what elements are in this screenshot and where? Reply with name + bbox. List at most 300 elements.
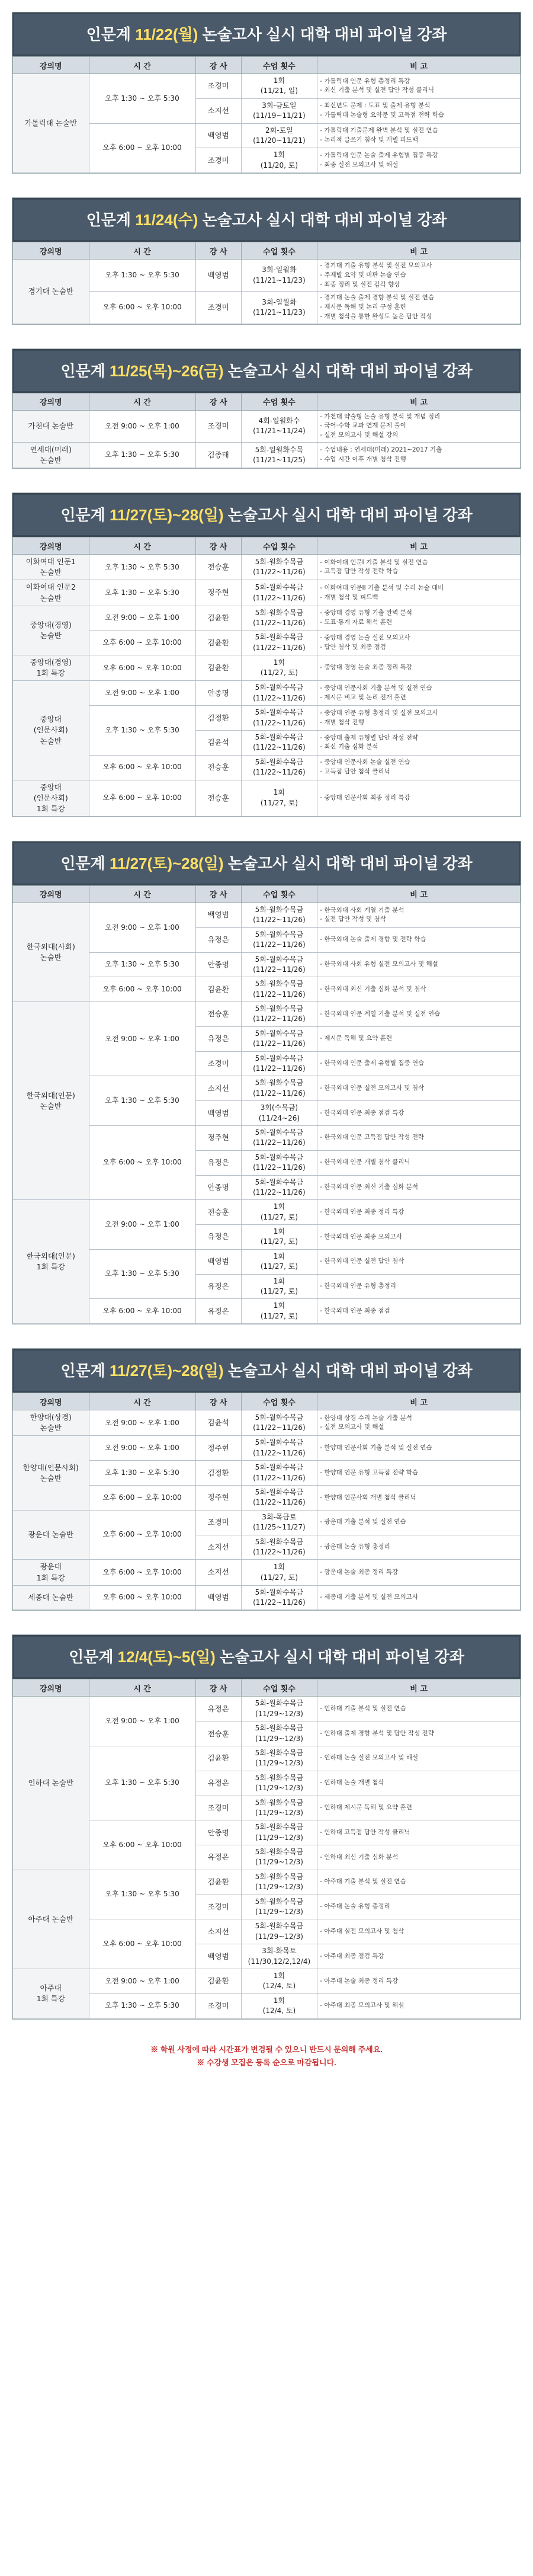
session-count: 5회-월화수목금 (11/22~11/26) — [241, 903, 317, 927]
course-note: - 이화여대 인문I 기출 분석 및 실전 연습 - 고득점 답안 작성 전략 학습 — [317, 555, 521, 580]
course-note: - 한국외대 인문 최종 점검 — [317, 1299, 521, 1324]
course-note: - 한양대 상경 수리 논술 기출 분석 - 실전 모의고사 및 해설 — [317, 1410, 521, 1436]
session-count: 5회-월화수목금 (11/22~11/26) — [241, 631, 317, 655]
class-time: 오후 1:30 ~ 오후 5:30 — [89, 580, 195, 606]
schedule-table — [12, 393, 521, 469]
column-header: 강 사 — [195, 537, 241, 555]
column-header: 수업 횟수 — [241, 242, 317, 260]
session-count: 2회-토일 (11/20~11/21) — [241, 123, 317, 148]
section-title — [12, 349, 521, 393]
instructor: 전승훈 — [195, 780, 241, 816]
instructor: 조경미 — [195, 410, 241, 442]
course-note: - 경기대 기출 유형 분석 및 실전 모의고사 - 주제별 요약 및 비판 논술 연습 - 최종 정리 및 실전 감각 향상 — [317, 260, 521, 292]
instructor: 전승훈 — [195, 1200, 241, 1225]
course-note: - 인하대 논술 실전 모의고사 및 해설 — [317, 1746, 521, 1771]
instructor: 유정은 — [195, 1697, 241, 1721]
session-count: 5회-월화수목금 (11/22~11/26) — [241, 1026, 317, 1051]
course-note: - 한국외대 인문 개별 첨삭 클리닉 — [317, 1150, 521, 1175]
course-note: - 한국외대 인문 유형 총정리 — [317, 1274, 521, 1299]
course-note: - 광운대 기출 분석 및 실전 연습 — [317, 1510, 521, 1535]
session-count: 5회-월화수목금 (11/29~12/3) — [241, 1895, 317, 1919]
table-row — [13, 1820, 521, 1845]
instructor: 전승훈 — [195, 1721, 241, 1746]
course-note: - 한국외대 인문 최신 기출 심화 분석 — [317, 1175, 521, 1200]
session-count: 5회-월화수목금 (11/29~12/3) — [241, 1771, 317, 1796]
footer-line-1: ※ 학원 사정에 따라 시간표가 변경될 수 있으니 반드시 문의해 주세요. — [150, 2044, 383, 2054]
table-row — [13, 123, 521, 148]
section-title-prefix: 인문계 — [60, 506, 110, 524]
section-title — [12, 493, 521, 537]
course-name: 한양대(상경) 논술반 — [13, 1410, 89, 1436]
course-name: 중앙대 (인문사회) 논술반 — [13, 681, 89, 780]
session-count: 1회 (11/27, 토) — [241, 655, 317, 681]
course-note: - 인하대 최신 기출 심화 분석 — [317, 1845, 521, 1870]
table-row — [13, 655, 521, 681]
instructor: 백영범 — [195, 1101, 241, 1126]
table-row — [13, 1969, 521, 1994]
table-row — [13, 1249, 521, 1274]
column-header: 강의명 — [13, 393, 89, 410]
instructor: 정주현 — [195, 580, 241, 606]
session-count: 5회-월화수목금 (11/22~11/26) — [241, 1051, 317, 1076]
footer-line-2: ※ 수강생 모집은 등록 순으로 마감됩니다. — [197, 2057, 336, 2067]
instructor: 김정환 — [195, 1461, 241, 1486]
table-row — [13, 292, 521, 324]
instructor: 유정은 — [195, 1150, 241, 1175]
session-count: 1회 (11/27, 토) — [241, 780, 317, 816]
section-title-prefix: 인문계 — [60, 854, 110, 872]
column-header: 수업 횟수 — [241, 885, 317, 903]
instructor: 유정은 — [195, 1274, 241, 1299]
class-time: 오후 6:00 ~ 오후 10:00 — [89, 292, 195, 324]
course-note: - 인하대 고득점 답안 작성 클리닉 — [317, 1820, 521, 1845]
table-row — [13, 903, 521, 927]
course-note: - 인하대 논술 개별 첨삭 — [317, 1771, 521, 1796]
table-row — [13, 780, 521, 816]
instructor: 유정은 — [195, 927, 241, 952]
course-note: - 가톨릭대 기출문제 완벽 분석 및 실전 연습 - 논리적 글쓰기 첨삭 및 개별 피드백 — [317, 123, 521, 148]
table-row — [13, 1560, 521, 1585]
session-count: 5회-월화수목금 (11/29~12/3) — [241, 1697, 317, 1721]
course-section — [12, 1348, 521, 1611]
schedule-table — [12, 56, 521, 173]
session-count: 3회-목금토 (11/25~11/27) — [241, 1510, 317, 1535]
table-row — [13, 1125, 521, 1150]
column-header: 시 간 — [89, 393, 195, 410]
table-row — [13, 952, 521, 977]
section-title-suffix: 논술고사 실시 대학 대비 파이널 강좌 — [215, 1648, 464, 1666]
course-note: - 경기대 논술 출제 경향 분석 및 실전 연습 - 제시문 독해 및 논리 구성 훈련 - 개별 첨삭을 통한 완성도 높은 답안 작성 — [317, 292, 521, 324]
session-count: 1회 (11/27, 토) — [241, 1274, 317, 1299]
column-header: 강의명 — [13, 1679, 89, 1697]
schedule-table — [12, 537, 521, 817]
course-note: - 제시문 독해 및 요약 훈련 — [317, 1026, 521, 1051]
instructor: 소지선 — [195, 1535, 241, 1560]
class-time: 오후 6:00 ~ 오후 10:00 — [89, 780, 195, 816]
session-count: 1회 (11/20, 토) — [241, 148, 317, 173]
instructor: 김윤환 — [195, 655, 241, 681]
table-row — [13, 1870, 521, 1895]
table-row — [13, 606, 521, 631]
course-note: - 중앙대 인문 유형 총정리 및 실전 모의고사 - 개별 첨삭 진행 — [317, 706, 521, 731]
session-count: 3회-금토일 (11/19~11/21) — [241, 98, 317, 123]
instructor: 백영범 — [195, 1944, 241, 1969]
course-note: - 가톨릭대 인문 논술 출제 유형별 집중 특강 - 최종 실전 모의고사 및 해설 — [317, 148, 521, 173]
class-time: 오후 6:00 ~ 오후 10:00 — [89, 755, 195, 780]
course-name: 이화여대 인문2 논술반 — [13, 580, 89, 606]
class-time: 오후 6:00 ~ 오후 10:00 — [89, 1299, 195, 1324]
column-header: 비 고 — [317, 537, 521, 555]
course-note: - 중앙대 인문사회 기출 분석 및 실전 연습 - 제시문 비교 및 논리 전개 훈련 — [317, 681, 521, 706]
session-count: 5회-월화수목금 (11/22~11/26) — [241, 952, 317, 977]
class-time: 오후 1:30 ~ 오후 5:30 — [89, 1993, 195, 2018]
table-row — [13, 977, 521, 1002]
table-header-row — [13, 242, 521, 260]
class-time: 오전 9:00 ~ 오후 1:00 — [89, 410, 195, 442]
section-title — [12, 1635, 521, 1679]
column-header: 강 사 — [195, 885, 241, 903]
table-row — [13, 1510, 521, 1535]
class-time: 오후 1:30 ~ 오후 5:30 — [89, 555, 195, 580]
section-title-suffix: 논술고사 실시 대학 대비 파이널 강좌 — [223, 361, 473, 380]
schedule-table — [12, 1679, 521, 2018]
section-title-date: 11/27(토)~28(일) — [109, 854, 224, 872]
table-row — [13, 1746, 521, 1771]
class-time: 오후 6:00 ~ 오후 10:00 — [89, 1820, 195, 1870]
section-title-date: 11/27(토)~28(일) — [109, 1362, 224, 1380]
column-header: 비 고 — [317, 1679, 521, 1697]
course-note: - 아주대 논술 최종 정리 특강 — [317, 1969, 521, 1994]
class-time: 오후 1:30 ~ 오후 5:30 — [89, 1461, 195, 1486]
course-note: - 한국외대 사회 유형 실전 모의고사 및 해설 — [317, 952, 521, 977]
table-header-row — [13, 393, 521, 410]
session-count: 5회-월화수목금 (11/22~11/26) — [241, 1410, 317, 1436]
instructor: 정주현 — [195, 1486, 241, 1511]
course-section — [12, 348, 521, 469]
course-note: - 아주대 실전 모의고사 및 첨삭 — [317, 1919, 521, 1944]
session-count: 5회-월화수목금 (11/22~11/26) — [241, 1175, 317, 1200]
column-header: 강의명 — [13, 1393, 89, 1410]
instructor: 김윤환 — [195, 977, 241, 1002]
class-time: 오후 6:00 ~ 오후 10:00 — [89, 1125, 195, 1199]
instructor: 소지선 — [195, 1076, 241, 1101]
session-count: 5회-월화수목금 (11/29~12/3) — [241, 1919, 317, 1944]
instructor: 김윤환 — [195, 1969, 241, 1994]
course-name: 한국외대(인문) 1회 특강 — [13, 1200, 89, 1324]
course-note: - 한국외대 인문 고득점 답안 작성 전략 — [317, 1125, 521, 1150]
instructor: 유정은 — [195, 1299, 241, 1324]
footer — [12, 2043, 521, 2069]
table-header-row — [13, 1679, 521, 1697]
course-note: - 한국외대 최신 기출 심화 분석 및 첨삭 — [317, 977, 521, 1002]
table-header-row — [13, 1393, 521, 1410]
session-count: 5회-월화수목금 (11/22~11/26) — [241, 1486, 317, 1511]
section-title — [12, 841, 521, 885]
column-header: 비 고 — [317, 242, 521, 260]
session-count: 3회-일월화 (11/21~11/23) — [241, 292, 317, 324]
course-name: 가톨릭대 논술반 — [13, 74, 89, 173]
column-header: 강 사 — [195, 393, 241, 410]
instructor: 김윤석 — [195, 1410, 241, 1436]
table-row — [13, 1436, 521, 1461]
section-title-suffix: 논술고사 실시 대학 대비 파이널 강좌 — [223, 1362, 473, 1380]
class-time: 오후 1:30 ~ 오후 5:30 — [89, 260, 195, 292]
table-row — [13, 1076, 521, 1101]
table-row — [13, 410, 521, 442]
schedule-table — [12, 885, 521, 1324]
session-count: 5회-월화수목금 (11/22~11/26) — [241, 1436, 317, 1461]
class-time: 오후 1:30 ~ 오후 5:30 — [89, 1746, 195, 1820]
class-time: 오전 9:00 ~ 오후 1:00 — [89, 1002, 195, 1076]
table-header-row — [13, 537, 521, 555]
session-count: 4회-일월화수 (11/21~11/24) — [241, 410, 317, 442]
class-time: 오후 6:00 ~ 오후 10:00 — [89, 977, 195, 1002]
section-title-suffix: 논술고사 실시 대학 대비 파이널 강좌 — [198, 211, 447, 229]
column-header: 수업 횟수 — [241, 537, 317, 555]
session-count: 5회-월화수목금 (11/22~11/26) — [241, 927, 317, 952]
session-count: 5회-월화수목금 (11/29~12/3) — [241, 1721, 317, 1746]
column-header: 강의명 — [13, 57, 89, 74]
course-name: 이화여대 인문1 논술반 — [13, 555, 89, 580]
table-row — [13, 1410, 521, 1436]
course-note: - 한국외대 인문 최종 정리 특강 — [317, 1200, 521, 1225]
course-name: 인하대 논술반 — [13, 1697, 89, 1870]
table-row — [13, 580, 521, 606]
instructor: 안종명 — [195, 1820, 241, 1845]
session-count: 5회-월화수목금 (11/22~11/26) — [241, 1461, 317, 1486]
session-count: 5회-월화수목금 (11/22~11/26) — [241, 755, 317, 780]
instructor: 백영범 — [195, 260, 241, 292]
course-note: - 한양대 인문 유형 고득점 전략 학습 — [317, 1461, 521, 1486]
course-note: - 중앙대 인문사회 최종 정리 특강 — [317, 780, 521, 816]
course-note: - 한양대 인문사회 기출 분석 및 실전 연습 — [317, 1436, 521, 1461]
course-section — [12, 492, 521, 817]
course-note: - 아주대 논술 유형 총정리 — [317, 1895, 521, 1919]
column-header: 수업 횟수 — [241, 1679, 317, 1697]
session-count: 1회 (11/27, 토) — [241, 1225, 317, 1250]
instructor: 안종명 — [195, 952, 241, 977]
class-time: 오후 6:00 ~ 오후 10:00 — [89, 1510, 195, 1560]
instructor: 백영범 — [195, 1585, 241, 1610]
course-note: - 인하대 출제 경향 분석 및 답안 작성 전략 — [317, 1721, 521, 1746]
session-count: 5회-월화수목금 (11/22~11/26) — [241, 731, 317, 756]
session-count: 5회-월화수목금 (11/22~11/26) — [241, 1125, 317, 1150]
course-note: - 중앙대 경영 논술 실전 모의고사 - 답안 첨삭 및 최종 점검 — [317, 631, 521, 655]
section-title-prefix: 인문계 — [86, 211, 136, 229]
instructor: 정주현 — [195, 1436, 241, 1461]
section-title-suffix: 논술고사 실시 대학 대비 파이널 강좌 — [223, 854, 473, 872]
course-section — [12, 1634, 521, 2019]
table-row — [13, 1697, 521, 1721]
course-note: - 한양대 인문사회 개별 첨삭 클리닉 — [317, 1486, 521, 1511]
column-header: 수업 횟수 — [241, 57, 317, 74]
class-time: 오후 1:30 ~ 오후 5:30 — [89, 1249, 195, 1299]
section-title — [12, 198, 521, 242]
class-time: 오전 9:00 ~ 오후 1:00 — [89, 681, 195, 706]
instructor: 백영범 — [195, 123, 241, 148]
table-row — [13, 74, 521, 99]
session-count: 5회-월화수목금 (11/22~11/26) — [241, 681, 317, 706]
table-row — [13, 1461, 521, 1486]
instructor: 전승훈 — [195, 555, 241, 580]
class-time: 오후 1:30 ~ 오후 5:30 — [89, 1076, 195, 1126]
course-note: - 가톨릭대 인문 유형 총정리 특강 - 최신 기출 분석 및 실전 답안 작성 클리닉 — [317, 74, 521, 99]
session-count: 5회-월화수목금 (11/22~11/26) — [241, 1150, 317, 1175]
session-count: 5회-월화수목금 (11/22~11/26) — [241, 555, 317, 580]
instructor: 백영범 — [195, 903, 241, 927]
class-time: 오전 9:00 ~ 오후 1:00 — [89, 1436, 195, 1461]
course-name: 가천대 논술반 — [13, 410, 89, 442]
course-name: 한국외대(인문) 논술반 — [13, 1002, 89, 1200]
course-note: - 최신년도 문제 : 도표 및 출제 유형 분석 - 가톨릭대 논술형 요약문 및 고득점 전략 학습 — [317, 98, 521, 123]
table-row — [13, 706, 521, 731]
column-header: 수업 횟수 — [241, 393, 317, 410]
instructor: 유정은 — [195, 1225, 241, 1250]
session-count: 3회-화목토 (11/30,12/2,12/4) — [241, 1944, 317, 1969]
instructor: 김윤환 — [195, 606, 241, 631]
instructor: 조경미 — [195, 148, 241, 173]
session-count: 5회-월화수목금 (11/22~11/26) — [241, 580, 317, 606]
section-title-prefix: 인문계 — [60, 361, 110, 380]
table-row — [13, 1299, 521, 1324]
instructor: 김정환 — [195, 706, 241, 731]
instructor: 조경미 — [195, 1510, 241, 1535]
course-name: 아주대 논술반 — [13, 1870, 89, 1969]
session-count: 5회-월화수목금 (11/29~12/3) — [241, 1796, 317, 1820]
session-count: 5회-월화수목금 (11/29~12/3) — [241, 1746, 317, 1771]
instructor: 백영범 — [195, 1249, 241, 1274]
column-header: 비 고 — [317, 885, 521, 903]
session-count: 5회-월화수목금 (11/29~12/3) — [241, 1820, 317, 1845]
sections-container — [12, 12, 521, 2020]
instructor: 조경미 — [195, 74, 241, 99]
session-count: 1회 (11/27, 토) — [241, 1249, 317, 1274]
course-name: 경기대 논술반 — [13, 260, 89, 324]
column-header: 강의명 — [13, 242, 89, 260]
class-time: 오후 1:30 ~ 오후 5:30 — [89, 74, 195, 124]
session-count: 1회 (11/27, 토) — [241, 1560, 317, 1585]
class-time: 오전 9:00 ~ 오후 1:00 — [89, 1697, 195, 1746]
column-header: 비 고 — [317, 393, 521, 410]
course-name: 한국외대(사회) 논술반 — [13, 903, 89, 1001]
course-name: 한양대(인문사회) 논술반 — [13, 1436, 89, 1510]
instructor: 조경미 — [195, 292, 241, 324]
section-title-prefix: 인문계 — [60, 1362, 110, 1380]
instructor: 조경미 — [195, 1993, 241, 2018]
instructor: 안종명 — [195, 1175, 241, 1200]
schedule-table — [12, 242, 521, 324]
course-note: - 가천대 약술형 논술 유형 분석 및 개념 정리 - 국어·수학 교과 연계 문제 풀이 - 실전 모의고사 및 해설 강의 — [317, 410, 521, 442]
table-row — [13, 442, 521, 468]
table-row — [13, 555, 521, 580]
column-header: 강의명 — [13, 885, 89, 903]
class-time: 오전 9:00 ~ 오후 1:00 — [89, 1969, 195, 1994]
instructor: 김윤석 — [195, 731, 241, 756]
column-header: 시 간 — [89, 242, 195, 260]
course-section — [12, 841, 521, 1324]
class-time: 오후 6:00 ~ 오후 10:00 — [89, 1585, 195, 1610]
course-note: - 한국외대 인문 실전 답안 첨삭 — [317, 1249, 521, 1274]
column-header: 시 간 — [89, 57, 195, 74]
class-time: 오후 1:30 ~ 오후 5:30 — [89, 442, 195, 468]
session-count: 3회(수목금) (11/24~26) — [241, 1101, 317, 1126]
table-header-row — [13, 885, 521, 903]
instructor: 김윤환 — [195, 1870, 241, 1895]
table-row — [13, 260, 521, 292]
course-note: - 아주대 최종 모의고사 및 해설 — [317, 1993, 521, 2018]
column-header: 비 고 — [317, 57, 521, 74]
column-header: 시 간 — [89, 1393, 195, 1410]
course-note: - 세종대 기출 분석 및 실전 모의고사 — [317, 1585, 521, 1610]
column-header: 시 간 — [89, 537, 195, 555]
instructor: 안종명 — [195, 681, 241, 706]
course-name: 연세대(미래) 논술반 — [13, 442, 89, 468]
class-time: 오후 1:30 ~ 오후 5:30 — [89, 1870, 195, 1919]
class-time: 오전 9:00 ~ 오후 1:00 — [89, 606, 195, 631]
section-title-date: 11/27(토)~28(일) — [109, 506, 224, 524]
class-time: 오후 6:00 ~ 오후 10:00 — [89, 1919, 195, 1969]
section-title-suffix: 논술고사 실시 대학 대비 파이널 강좌 — [198, 25, 447, 43]
section-title-prefix: 인문계 — [86, 25, 136, 43]
course-note: - 중앙대 경영 유형 기출 완벽 분석 - 도표·통계 자료 해석 훈련 — [317, 606, 521, 631]
instructor: 유정은 — [195, 1771, 241, 1796]
course-name: 중앙대(경영) 1회 특강 — [13, 655, 89, 681]
course-note: - 중앙대 인문사회 논술 실전 연습 - 고득점 답안 첨삭 클리닉 — [317, 755, 521, 780]
class-time: 오전 9:00 ~ 오후 1:00 — [89, 1410, 195, 1436]
instructor: 소지선 — [195, 98, 241, 123]
column-header: 시 간 — [89, 885, 195, 903]
course-note: - 이화여대 인문II 기출 분석 및 수리 논술 대비 - 개별 첨삭 및 피드백 — [317, 580, 521, 606]
column-header: 시 간 — [89, 1679, 195, 1697]
column-header: 강 사 — [195, 242, 241, 260]
instructor: 소지선 — [195, 1560, 241, 1585]
session-count: 1회 (12/4, 토) — [241, 1969, 317, 1994]
class-time: 오후 6:00 ~ 오후 10:00 — [89, 631, 195, 655]
table-row — [13, 631, 521, 655]
course-note: - 광운대 논술 유형 총정리 — [317, 1535, 521, 1560]
course-note: - 중앙대 출제 유형별 답안 작성 전략 - 최신 기출 심화 분석 — [317, 731, 521, 756]
course-name: 광운대 1회 특강 — [13, 1560, 89, 1585]
class-time: 오전 9:00 ~ 오후 1:00 — [89, 903, 195, 952]
section-title-date: 12/4(토)~5(일) — [117, 1648, 216, 1666]
course-note: - 한국외대 인문 출제 유형별 집중 연습 — [317, 1051, 521, 1076]
instructor: 유정은 — [195, 1026, 241, 1051]
course-note: - 아주대 기출 분석 및 실전 연습 — [317, 1870, 521, 1895]
table-header-row — [13, 57, 521, 74]
section-title-date: 11/24(수) — [135, 211, 198, 229]
course-note: - 한국외대 논술 출제 경향 및 전략 학습 — [317, 927, 521, 952]
column-header: 강 사 — [195, 57, 241, 74]
course-note: - 한국외대 인문 최종 모의고사 — [317, 1225, 521, 1250]
page — [12, 0, 521, 2093]
course-note: - 중앙대 경영 논술 최종 정리 특강 — [317, 655, 521, 681]
session-count: 1회 (11/27, 토) — [241, 1200, 317, 1225]
table-row — [13, 1993, 521, 2018]
course-section — [12, 197, 521, 325]
session-count: 5회-월화수목금 (11/22~11/26) — [241, 977, 317, 1002]
session-count: 5회-일월화수목 (11/21~11/25) — [241, 442, 317, 468]
course-note: - 수업내용 : 연세대(미래) 2021~2017 기출 - 수업 시간 이후 개별 첨삭 진행 — [317, 442, 521, 468]
session-count: 5회-월화수목금 (11/22~11/26) — [241, 1585, 317, 1610]
class-time: 오후 6:00 ~ 오후 10:00 — [89, 1560, 195, 1585]
class-time: 오후 1:30 ~ 오후 5:30 — [89, 952, 195, 977]
instructor: 유정은 — [195, 1845, 241, 1870]
session-count: 5회-월화수목금 (11/22~11/26) — [241, 606, 317, 631]
course-note: - 인하대 제시문 독해 및 요약 훈련 — [317, 1796, 521, 1820]
course-name: 광운대 논술반 — [13, 1510, 89, 1560]
section-title — [12, 1349, 521, 1393]
instructor: 조경미 — [195, 1051, 241, 1076]
